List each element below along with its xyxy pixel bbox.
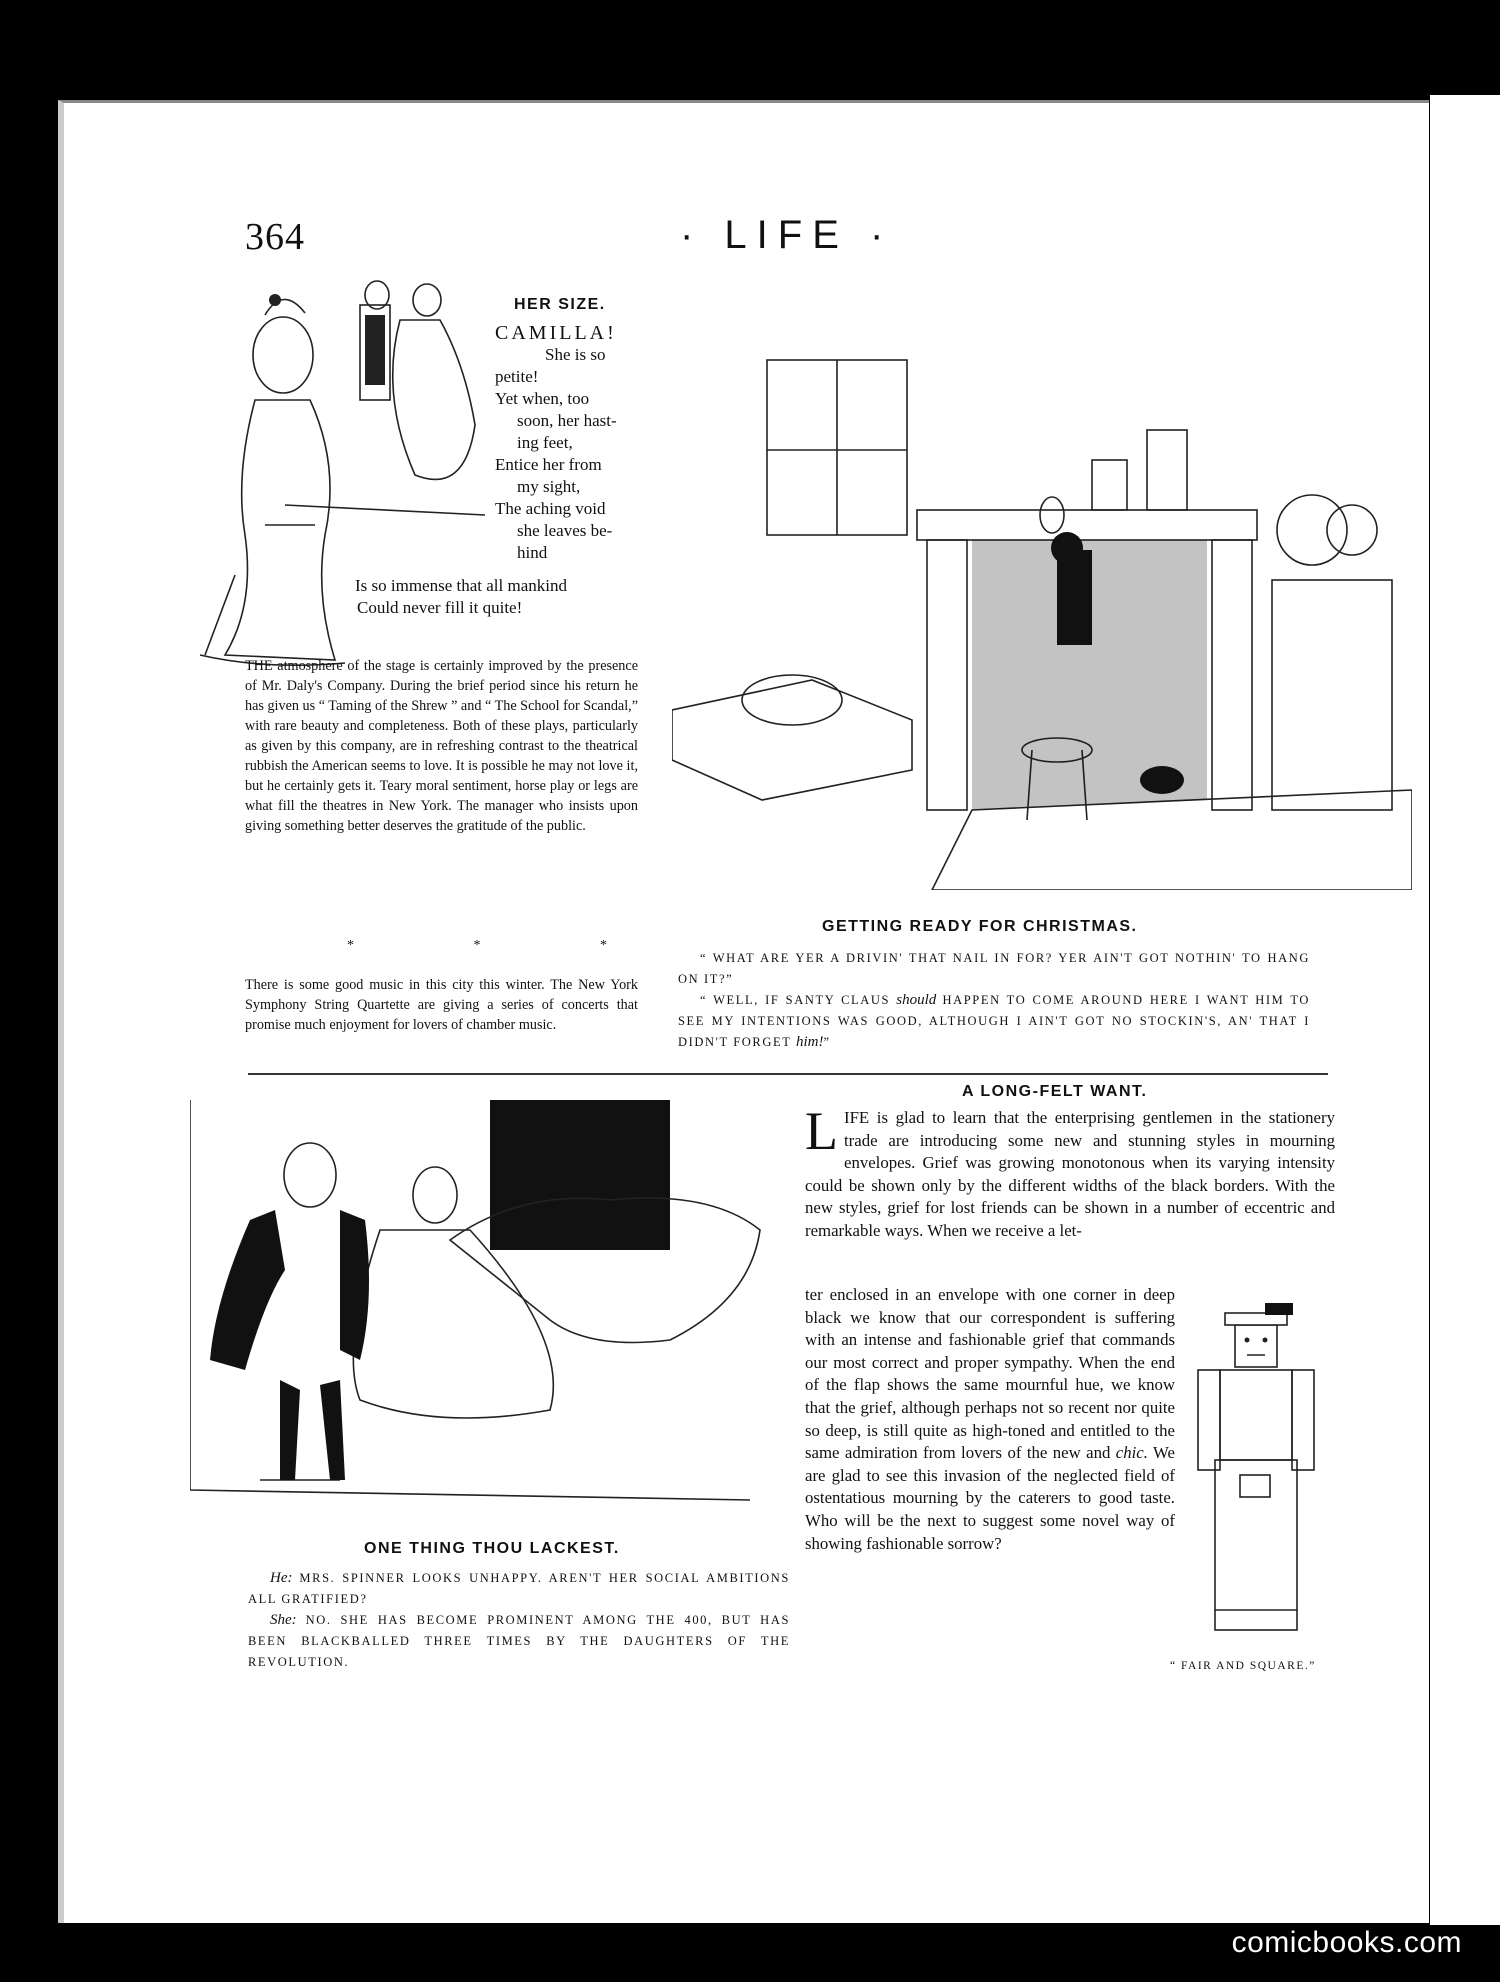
christmas-quote-1: “ WHAT ARE YER A DRIVIN' THAT NAIL IN FOR? YER AIN'T GOT NOTHIN' TO HANG ON IT?” (678, 951, 1310, 986)
music-note (245, 975, 638, 1035)
verse-line: ing feet, (517, 433, 573, 452)
want-dropcap: L (805, 1101, 838, 1161)
verse-line: The aching void (495, 499, 606, 518)
fair-and-square-figure (1195, 1295, 1325, 1640)
lackest-illustration (190, 1100, 800, 1510)
verse-line: Could never fill it quite! (357, 598, 523, 617)
want-paragraph-1 (805, 1101, 1335, 1243)
verse-line: she leaves be- (517, 521, 613, 540)
her-size-title: HER SIZE. (514, 296, 606, 313)
site-watermark: comicbooks.com (1231, 1926, 1462, 1959)
christmas-quote-2-em: should (896, 992, 937, 1008)
she-text: NO. SHE HAS BECOME PROMINENT AMONG THE 400, BUT HAS BEEN BLACKBALLED THREE TIMES BY THE DAUGHTERS OF THE REVOLUTION. (248, 1613, 790, 1669)
her-size-closing (355, 575, 645, 619)
christmas-illustration (672, 300, 1412, 890)
figure-caption: “ FAIR AND SQUARE.” (1170, 1660, 1316, 1672)
verse-line: my sight, (517, 477, 581, 496)
want-title: A LONG-FELT WANT. (962, 1083, 1148, 1100)
section-divider (248, 1073, 1328, 1075)
masthead: · LIFE · (680, 213, 894, 257)
christmas-quote-2a: “ WELL, IF SANTY CLAUS (700, 993, 897, 1007)
facing-page-edge (1430, 95, 1500, 1925)
christmas-quote-2c: ” (823, 1035, 831, 1049)
verse-line: hind (517, 543, 548, 562)
lackest-caption (248, 1568, 790, 1673)
stage-note (245, 656, 638, 836)
verse-line: Entice her from (495, 455, 602, 474)
verse-line: Yet when, too (495, 389, 590, 408)
verse-line: petite! (495, 367, 539, 386)
stage-note-text: THE atmosphere of the stage is certainly improved by the presence of Mr. Daly's Company. During the brief period since his return he has given us “ Taming of the Shrew ” and “ The School for Scandal,” with rare beauty and completeness. Both of these plays, particularly as given by this company, are in refreshing contrast to the theatrical rubbish the American seems to love. It is possible he may not love it, but he certainly gets it. Teary moral sentiment, horse play or legs are what fill the theatres in New York. The manager who insists upon giving something better deserves the gratitude of the public. (245, 658, 638, 834)
want-p2-em: chic. (1115, 1443, 1148, 1463)
want-p2-b: We are glad to see this invasion of the neglected field of ostentatious mourning by the caterers to good taste. Who will be the next to suggest some novel way of showing fashionable sorrow? (805, 1443, 1175, 1553)
he-text: MRS. SPINNER LOOKS UNHAPPY. AREN'T HER SOCIAL AMBITIONS ALL GRATIFIED? (248, 1571, 790, 1606)
lackest-she (248, 1610, 790, 1673)
christmas-quote-2b: HAPPEN TO COME AROUND HERE I WANT HIM TO SEE MY INTENTIONS WAS GOOD, ALTHOUGH I AIN'T GOT NO STOCKIN'S, AN' THAT I DIDN'T FORGET (678, 993, 1310, 1049)
section-break: * * * (347, 938, 665, 953)
verse-line: soon, her hast- (517, 411, 617, 430)
christmas-caption (678, 948, 1310, 1053)
lackest-title: ONE THING THOU LACKEST. (364, 1540, 620, 1557)
want-p2: ter enclosed in an envelope with one corner in deep black we know that our correspondent is suffering with an intense and fashionable grief that commands our most correct and proper sympathy. When the end of the flap shows the same mournful hue, we know that the grief, although perhaps not so recent nor quite so deep, is still quite as high-toned and entitled to the same admiration from lovers of the new and (805, 1285, 1175, 1463)
lackest-he (248, 1568, 790, 1610)
her-size-verse (495, 322, 643, 564)
christmas-quote-2-em2: him! (795, 1034, 824, 1050)
want-p1: IFE is glad to learn that the enterprising gentlemen in the stationery trade are introducing some new and stunning styles in mourning envelopes. Grief was growing monotonous when its varying intensity could be shown only by the different widths of the black borders. With the new styles, grief for lost friends can be shown in a number of eccentric and remarkable ways. When we receive a let- (805, 1108, 1335, 1240)
christmas-title: GETTING READY FOR CHRISTMAS. (822, 918, 1138, 935)
verse-line: She is so (545, 345, 606, 364)
she-label: She: (270, 1612, 297, 1628)
verse-line: CAMILLA! (495, 322, 617, 344)
want-paragraph-2 (805, 1284, 1175, 1555)
verse-line: Is so immense that all mankind (355, 576, 567, 595)
page-number: 364 (245, 216, 305, 258)
christmas-quote-2 (678, 990, 1310, 1053)
he-label: He: (270, 1570, 293, 1586)
music-note-text: There is some good music in this city this winter. The New York Symphony String Quartette are giving a series of concerts that promise much enjoyment for lovers of chamber music. (245, 977, 638, 1033)
